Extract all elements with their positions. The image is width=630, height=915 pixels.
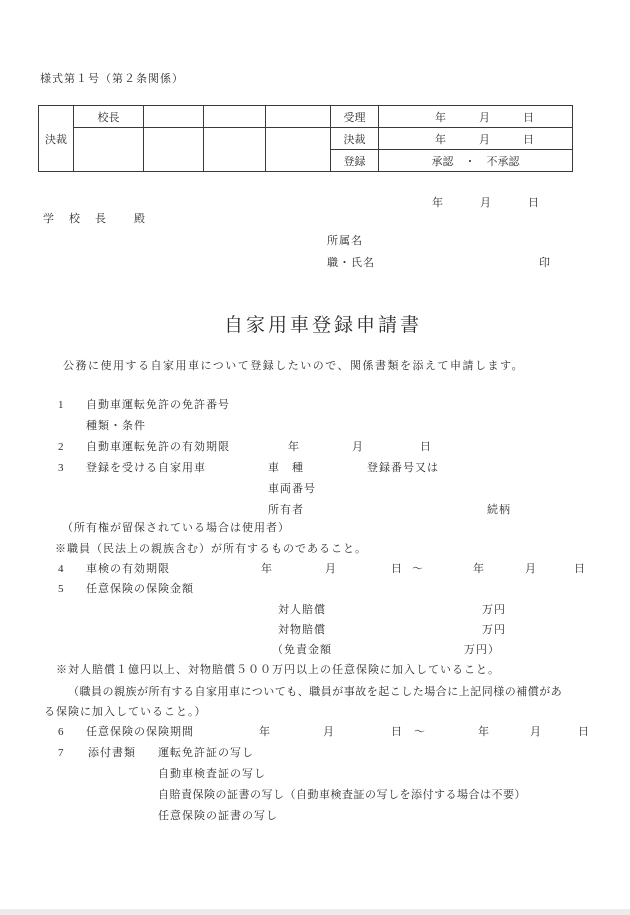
stamp-cell — [204, 128, 266, 172]
item-3-registration-number-label-2: 車両番号 — [268, 483, 316, 495]
stamp-cell — [266, 106, 331, 128]
registration-options-cell: 承認 ・ 不承認 — [379, 150, 573, 172]
personal-liability-unit: 万円 — [482, 604, 506, 616]
approval-table — [38, 105, 573, 172]
property-liability-unit: 万円 — [482, 624, 506, 636]
note-family-coverage-line2: る保険に加入していること。） — [44, 706, 207, 718]
item-6-label: 任意保険の保険期間 — [86, 726, 194, 738]
attachment-1: 運転免許証の写し — [158, 747, 254, 759]
principal-label-cell: 校長 — [74, 106, 144, 128]
item-4-day1-label: 日 — [391, 563, 403, 575]
attachment-2: 自動車検査証の写し — [158, 768, 266, 780]
header-date-year-label: 年 — [432, 197, 444, 209]
item-6-day1-label: 日 — [391, 726, 403, 738]
receipt-label-cell: 受理 — [331, 106, 379, 128]
note-owner-reservation: （所有権が留保されている場合は使用者） — [62, 522, 290, 534]
item-7-label: 添付書類 — [88, 747, 136, 759]
header-date-day-label: 日 — [528, 197, 540, 209]
item-7-number: 7 — [58, 747, 65, 759]
decision-header-cell: 決裁 — [39, 106, 74, 172]
item-6-month1-label: 月 — [323, 726, 335, 738]
item-1-number: 1 — [58, 399, 65, 411]
item-5-label: 任意保険の保険金額 — [86, 583, 194, 595]
item-3-relation-label: 続柄 — [487, 504, 511, 516]
item-6-day2-label: 日 — [578, 726, 590, 738]
item-4-month1-label: 月 — [325, 563, 337, 575]
registration-label-cell: 登録 — [331, 150, 379, 172]
decision-label-cell: 決裁 — [331, 128, 379, 150]
form-number: 様式第１号（第２条関係） — [40, 73, 184, 85]
affiliation-label: 所属名 — [327, 235, 363, 247]
attachment-4: 任意保険の証書の写し — [158, 810, 278, 822]
stamp-cell — [144, 128, 204, 172]
property-liability-label: 対物賠償 — [278, 624, 326, 636]
item-6-year2-label: 年 — [478, 726, 490, 738]
item-4-month2-label: 月 — [525, 563, 537, 575]
item-4-tilde: ～ — [412, 563, 424, 575]
approval-table-row-2 — [39, 128, 573, 150]
page-edge-shadow — [0, 909, 630, 915]
stamp-cell — [204, 106, 266, 128]
decision-date-cell: 年 月 日 — [379, 128, 573, 150]
item-2-year-label: 年 — [288, 441, 300, 453]
item-5-number: 5 — [58, 583, 65, 595]
item-3-vehicle-type-label: 車 種 — [268, 462, 304, 474]
stamp-cell — [144, 106, 204, 128]
item-6-year1-label: 年 — [259, 726, 271, 738]
item-2-label: 自動車運転免許の有効期限 — [86, 441, 230, 453]
item-1-label: 自動車運転免許の免許番号 — [86, 399, 230, 411]
item-3-registration-number-label-1: 登録番号又は — [367, 462, 439, 474]
item-6-month2-label: 月 — [530, 726, 542, 738]
note-staff-ownership: ※職員（民法上の親族含む）が所有するものであること。 — [55, 543, 367, 555]
item-3-number: 3 — [58, 462, 65, 474]
stamp-cell — [74, 128, 144, 172]
stamp-cell — [266, 128, 331, 172]
intro-sentence: 公務に使用する自家用車について登録したいので、関係書類を添えて申請します。 — [63, 360, 525, 372]
attachment-3: 自賠責保険の証書の写し（自動車検査証の写しを添付する場合は不要） — [158, 789, 526, 801]
approval-table-row-1 — [39, 106, 573, 128]
item-4-year1-label: 年 — [261, 563, 273, 575]
item-3-owner-label: 所有者 — [268, 504, 304, 516]
seal-label: 印 — [539, 257, 551, 269]
personal-liability-label: 対人賠償 — [278, 604, 326, 616]
document-title: 自家用車登録申請書 — [223, 315, 422, 336]
item-3-label: 登録を受ける自家用車 — [86, 462, 206, 474]
item-4-year2-label: 年 — [473, 563, 485, 575]
item-2-month-label: 月 — [352, 441, 364, 453]
item-4-label: 車検の有効期限 — [86, 563, 170, 575]
deductible-label: （免責金額 — [272, 644, 332, 656]
note-family-coverage-line1: （職員の親族が所有する自家用車についても、職員が事故を起こした場合に上記同様の補償があ — [68, 686, 563, 698]
item-6-tilde: ～ — [414, 726, 426, 738]
deductible-unit: 万円） — [464, 644, 500, 656]
item-2-day-label: 日 — [420, 441, 432, 453]
item-6-number: 6 — [58, 726, 65, 738]
header-date-month-label: 月 — [480, 197, 492, 209]
item-2-number: 2 — [58, 441, 65, 453]
receipt-date-cell: 年 月 日 — [379, 106, 573, 128]
item-4-day2-label: 日 — [574, 563, 586, 575]
note-insurance-minimum: ※対人賠償１億円以上、対物賠償５００万円以上の任意保険に加入していること。 — [56, 664, 500, 676]
name-label: 職・氏名 — [327, 257, 375, 269]
item-4-number: 4 — [58, 563, 65, 575]
item-1-sub-label: 種類・条件 — [86, 420, 146, 432]
addressee: 学 校 長 殿 — [43, 213, 147, 225]
